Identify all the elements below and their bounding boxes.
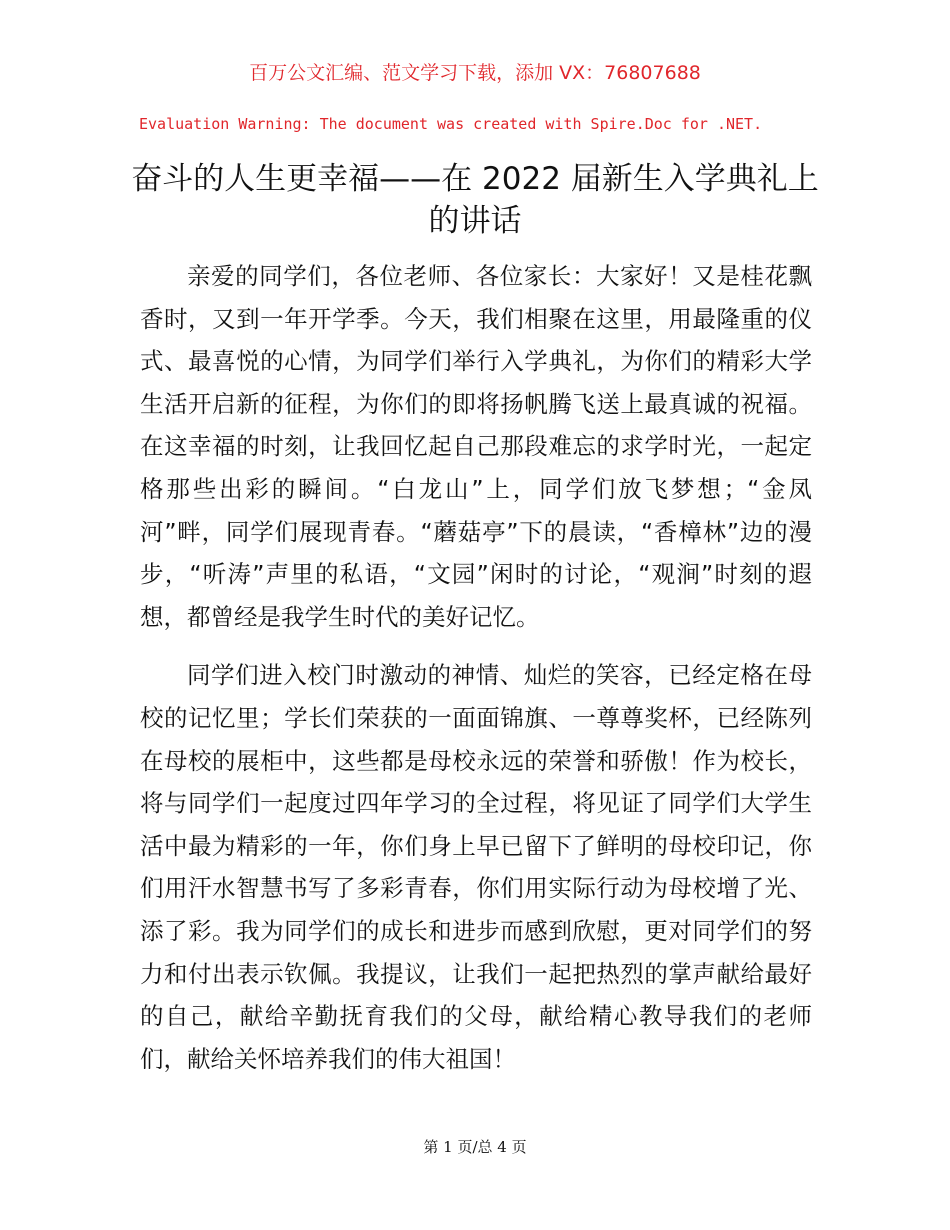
page-footer: 第 1 页/总 4 页: [423, 1138, 527, 1156]
paragraph-1: 亲爱的同学们，各位老师、各位家长：大家好！又是桂花飘香时，又到一年开学季。今天，我们相聚在这里，用最隆重的仪式、最喜悦的心情，为同学们举行入学典礼，为你们的精彩大学生活开启新的征程，为你们的即将扬帆腾飞送上最真诚的祝福。在这幸福的时刻，让我回忆起自己那段难忘的求学时光，一起定格那些出彩的瞬间。“白龙山”上，同学们放飞梦想；“金凤河”畔，同学们展现青春。“蘑菇亭”下的晨读，“香樟林”边的漫步，“听涛”声里的私语，“文园”闲时的讨论，“观涧”时刻的遐想，都曾经是我学生时代的美好记忆。: [140, 262, 812, 631]
document-title: 奋斗的人生更幸福——在 2022 届新生入学典礼上的讲话: [131, 161, 819, 239]
header-banner: 百万公文汇编、范文学习下载，添加 VX：76807688: [249, 62, 701, 84]
paragraph-2: 同学们进入校门时激动的神情、灿烂的笑容，已经定格在母校的记忆里；学长们荣获的一面面锦旗、一尊尊奖杯，已经陈列在母校的展柜中，这些都是母校永远的荣誉和骄傲！作为校长，将与同学们一起度过四年学习的全过程，将见证了同学们大学生活中最为精彩的一年，你们身上早已留下了鲜明的母校印记，你们用汗水智慧书写了多彩青春，你们用实际行动为母校增了光、添了彩。我为同学们的成长和进步而感到欣慰，更对同学们的努力和付出表示钦佩。我提议，让我们一起把热烈的掌声献给最好的自己，献给辛勤抚育我们的父母，献给精心教导我们的老师们，献给关怀培养我们的伟大祖国！: [140, 661, 812, 1073]
evaluation-warning: Evaluation Warning: The document was created with Spire.Doc for .NET.: [139, 115, 763, 133]
document-body: [140, 255, 812, 1096]
